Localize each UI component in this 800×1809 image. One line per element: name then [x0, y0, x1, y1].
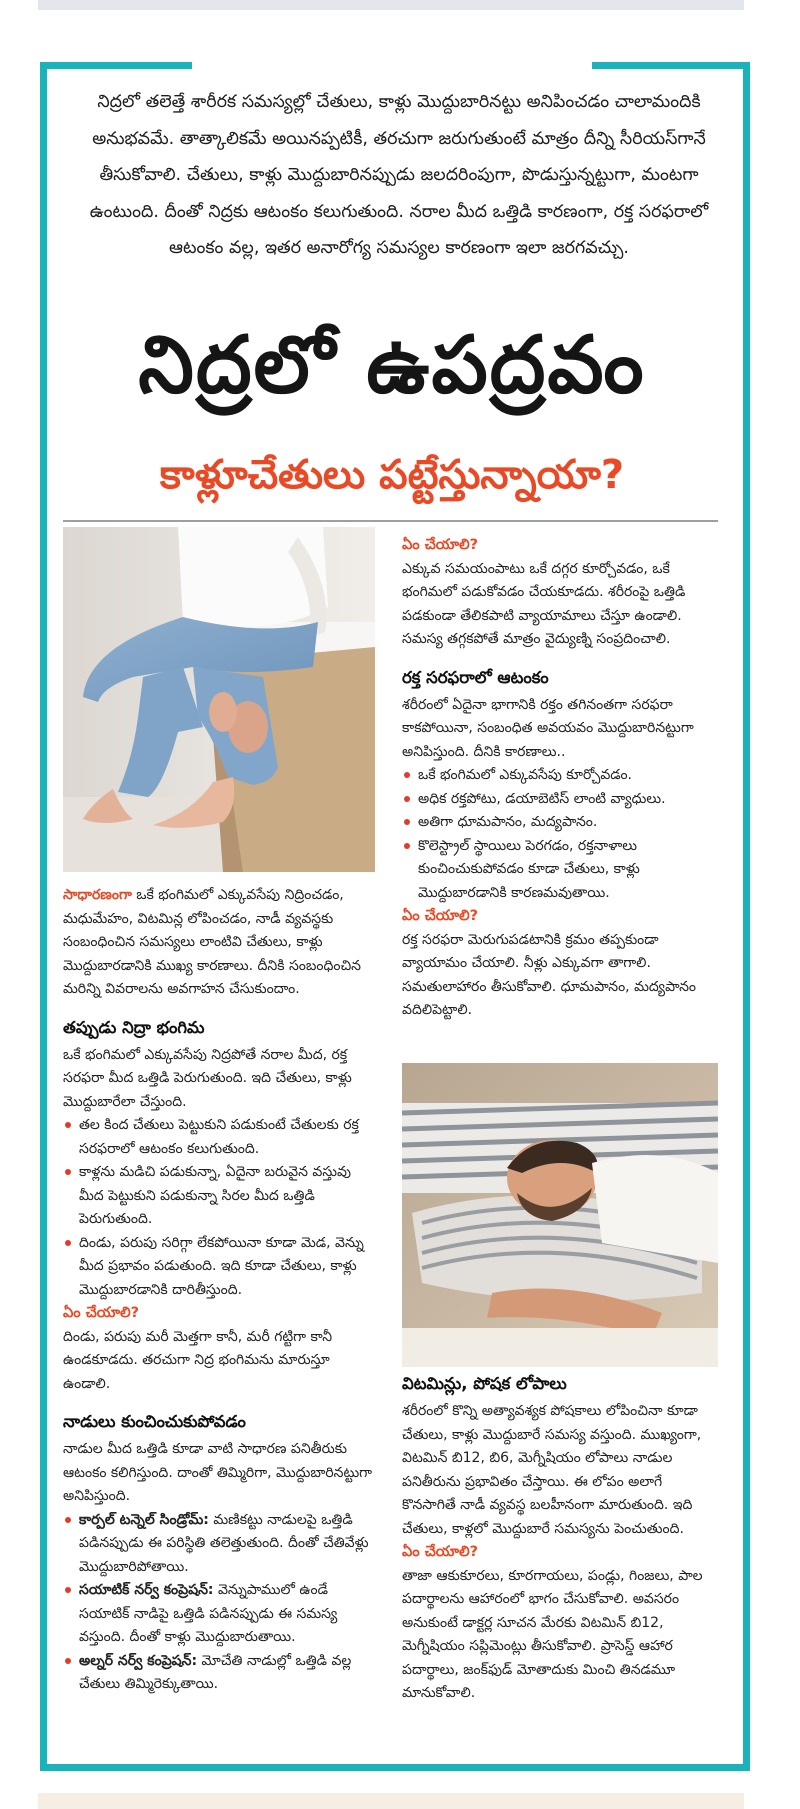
vitamin-title: విటమిన్లు, పోషక లోపాలు [402, 1374, 567, 1393]
frame-top-left [40, 62, 192, 69]
legs-photo-icon [63, 527, 375, 872]
posture-title: తప్పుడు నిద్రా భంగిమ [63, 1017, 205, 1037]
what-to-do-label: ఏం చేయాలి? [63, 1305, 140, 1321]
frame-top-right [592, 62, 743, 69]
subheadline: కాళ్లూచేతులు పట్టేస్తున్నాయా? [159, 452, 625, 498]
left-intro [63, 884, 375, 1002]
sleeping-photo-icon [402, 1063, 718, 1367]
bottom-strip [38, 1793, 744, 1809]
list-item: తల కింద చేతులు పెట్టుకుని పడుకుంటే చేతులకు రక్త సరఫరాలో ఆటంకం కలుగుతుంది. [63, 1114, 375, 1161]
posture-list [63, 1114, 375, 1302]
what-to-do-label: ఏం చేయాలి? [402, 1544, 479, 1560]
blood-advice: రక్త సరఫరా మెరుగుపడటానికి క్రమం తప్పకుండా వ్యాయామం చేయాలి. నీళ్లు ఎక్కువగా తాగాలి. సమతులాహారం తీసుకోవాలి. ధూమపానం, మద్యపానం వదిలిపెట్టాలి. [402, 931, 697, 1018]
top-strip [38, 0, 744, 10]
nerve-text: నాడుల మీద ఒత్తిడి కూడా వాటి సాధారణ పనితీరుకు ఆటంకం కలిగిస్తుంది. దాంతో తిమ్మిరిగా, మొద్దుబారినట్టుగా అనిపిస్తుంది. [63, 1441, 373, 1504]
lead-word: సాధారణంగా [63, 887, 132, 903]
list-item [63, 1650, 375, 1697]
term: కార్పల్ టన్నెల్ సిండ్రోమ్: [79, 1511, 209, 1528]
what-to-do-label: ఏం చేయాలి? [402, 537, 479, 553]
right-column-bottom [402, 1372, 718, 1706]
term: అల్నర్ నర్వ్ కంప్రెషన్: [79, 1652, 198, 1669]
term: సయాటిక్ నర్వ్ కంప్రెషన్: [79, 1582, 214, 1598]
vitamin-advice: తాజా ఆకుకూరలు, కూరగాయలు, పండ్లు, గింజలు, పాల పదార్థాలను ఆహారంలో భాగం చేసుకోవాలి. అవసరం అనుకుంటే డాక్టర్ల సూచన మేరకు విటమిన్ బి12, మెగ్నీషియం సప్లిమెంట్లు తీసుకోవాలి. ప్రాసెస్డ్ ఆహార పదార్థాలు, జంక్‌ఫుడ్ మోతాదుకు మించి తినడమూ మానుకోవాలి. [402, 1567, 703, 1701]
right-column-top [402, 534, 718, 1023]
what-to-do-label: ఏం చేయాలి? [402, 908, 479, 924]
term-desc: మణికట్టు నాడులపై ఒత్తిడి పడినప్పుడు ఈ పరిస్థితి తలెత్తుతుంది. దీంతో చేతివేళ్లు మొద్దుబారిపోతాయి. [79, 1511, 369, 1575]
divider [63, 520, 718, 522]
list-item: అధిక రక్తపోటు, డయాబెటిస్ లాంటి వ్యాధులు. [402, 788, 718, 812]
nerve-list [63, 1509, 375, 1697]
list-item: దిండు, పరుపు సరిగ్గా లేకపోయినా కూడా మెడ, వెన్ను మీద ప్రభావం పడుతుంది. ఇది కూడా చేతులు, కాళ్లు మొద్దుబారడానికి దారితీస్తుంది. [63, 1232, 375, 1303]
list-item: ఒకే భంగిమలో ఎక్కువసేపు కూర్చోవడం. [402, 764, 718, 788]
blood-list [402, 764, 718, 905]
nerve-title: నాడులు కుంచించుకుపోవడం [63, 1412, 246, 1431]
term-desc: మోచేతి నాడుల్లో ఒత్తిడి వల్ల చేతులు తిమ్మిరెక్కుతాయి. [79, 1652, 352, 1692]
lead-rest: ఒకే భంగిమలో ఎక్కువసేపు నిద్రించడం, మధుమేహం, విటమిన్ల లోపించడం, నాడీ వ్యవస్థకు సంబంధించిన సమస్యలు లాంటివి చేతులు, కాళ్లు మొద్దుబారడానికి ముఖ్య కారణాలు. దీనికి సంబంధించిన మరిన్ని వివరాలను అవగాహన చేసుకుందాం. [63, 887, 362, 997]
vitamin-text: శరీరంలో కొన్ని అత్యావశ్యక పోషకాలు లోపించినా కూడా చేతులు, కాళ్లు మొద్దుబారే సమస్య వస్తుంది. ముఖ్యంగా, విటమిన్ బి12, బి6, మెగ్నీషియం లోపాలు నాడుల పనితీరును ప్రభావితం చేస్తాయి. ఈ లోపం అలాగే కొనసాగితే నాడీ వ్యవస్థ బలహీనంగా మారుతుంది. ఇది చేతులు, కాళ్లలో మొద్దుబారే సమస్యను పెంచుతుంది. [402, 1403, 702, 1537]
list-item [63, 1509, 375, 1580]
blood-text: శరీరంలో ఏదైనా భాగానికి రక్తం తగినంతగా సరఫరా కాకపోయినా, సంబంధిత అవయవం మొద్దుబారినట్టుగా అనిపిస్తుంది. దీనికి కారణాలు.. [402, 696, 694, 760]
list-item: కొలెస్ట్రాల్ స్థాయిలు పెరగడం, రక్తనాళాలు కుంచించుకుపోవడం కూడా చేతులు, కాళ్లు మొద్దుబారడానికి కారణమవుతాయి. [402, 835, 718, 906]
list-item: కాళ్లను మడిచి పడుకున్నా, ఏదైనా బరువైన వస్తువు మీద పెట్టుకుని పడుకున్నా సిరల మీద ఒత్తిడి పెరుగుతుంది. [63, 1161, 375, 1232]
list-item: అతిగా ధూమపానం, మద్యపానం. [402, 811, 718, 835]
first-advice: ఎక్కువ సమయంపాటు ఒకే దగ్గర కూర్చోవడం, ఒకే భంగిమలో పడుకోవడం చేయకూడదు. శరీరంపై ఒత్తిడి పడకుండా తేలికపాటి వ్యాయామాలు చేస్తూ ఉండాలి. సమస్య తగ్గకపోతే మాత్రం వైద్యుణ్ని సంప్రదించాలి. [402, 560, 686, 647]
posture-advice: దిండు, పరుపు మరీ మెత్తగా కానీ, మరీ గట్టిగా కానీ ఉండకూడదు. తరచుగా నిద్ర భంగిమను మారుస్తూ ఉండాలి. [63, 1328, 333, 1392]
headline: నిద్రలో ఉపద్రవం [138, 319, 646, 411]
blood-title: రక్త సరఫరాలో ఆటంకం [402, 667, 549, 687]
list-item [63, 1579, 375, 1650]
intro-paragraph: నిద్రలో తలెత్తే శారీరక సమస్యల్లో చేతులు, కాళ్లు మొద్దుబారినట్టు అనిపించడం చాలామందికి అనుభవమే. తాత్కాలికమే అయినప్పటికీ, తరచుగా జరుగుతుంటే మాత్రం దీన్ని సీరియస్‌గానే తీసుకోవాలి. చేతులు, కాళ్లు మొద్దుబారినప్పుడు జలదరింపుగా, పొడుస్తున్నట్టుగా, మంటగా ఉంటుంది. దీంతో నిద్రకు ఆటంకం కలుగుతుంది. నరాల మీద ఒత్తిడి కారణంగా, రక్త సరఫరాలో ఆటంకం వల్ల, ఇతర అనారోగ్య సమస్యల కారణంగా ఇలా జరగవచ్చు. [89, 92, 709, 258]
left-column [63, 884, 375, 1697]
term-desc: వెన్నుపాములో ఉండే సయాటిక్ నాడిపై ఒత్తిడి పడినప్పుడు ఈ సమస్య వస్తుంది. దీంతో కాళ్లు మొద్దుబారుతాయి. [79, 1582, 338, 1645]
posture-text: ఒకే భంగిమలో ఎక్కువసేపు నిద్రపోతే నరాల మీద, రక్త సరఫరా మీద ఒత్తిడి పెరుగుతుంది. ఇది చేతులు, కాళ్లు మొద్దుబారేలా చేస్తుంది. [63, 1046, 352, 1110]
